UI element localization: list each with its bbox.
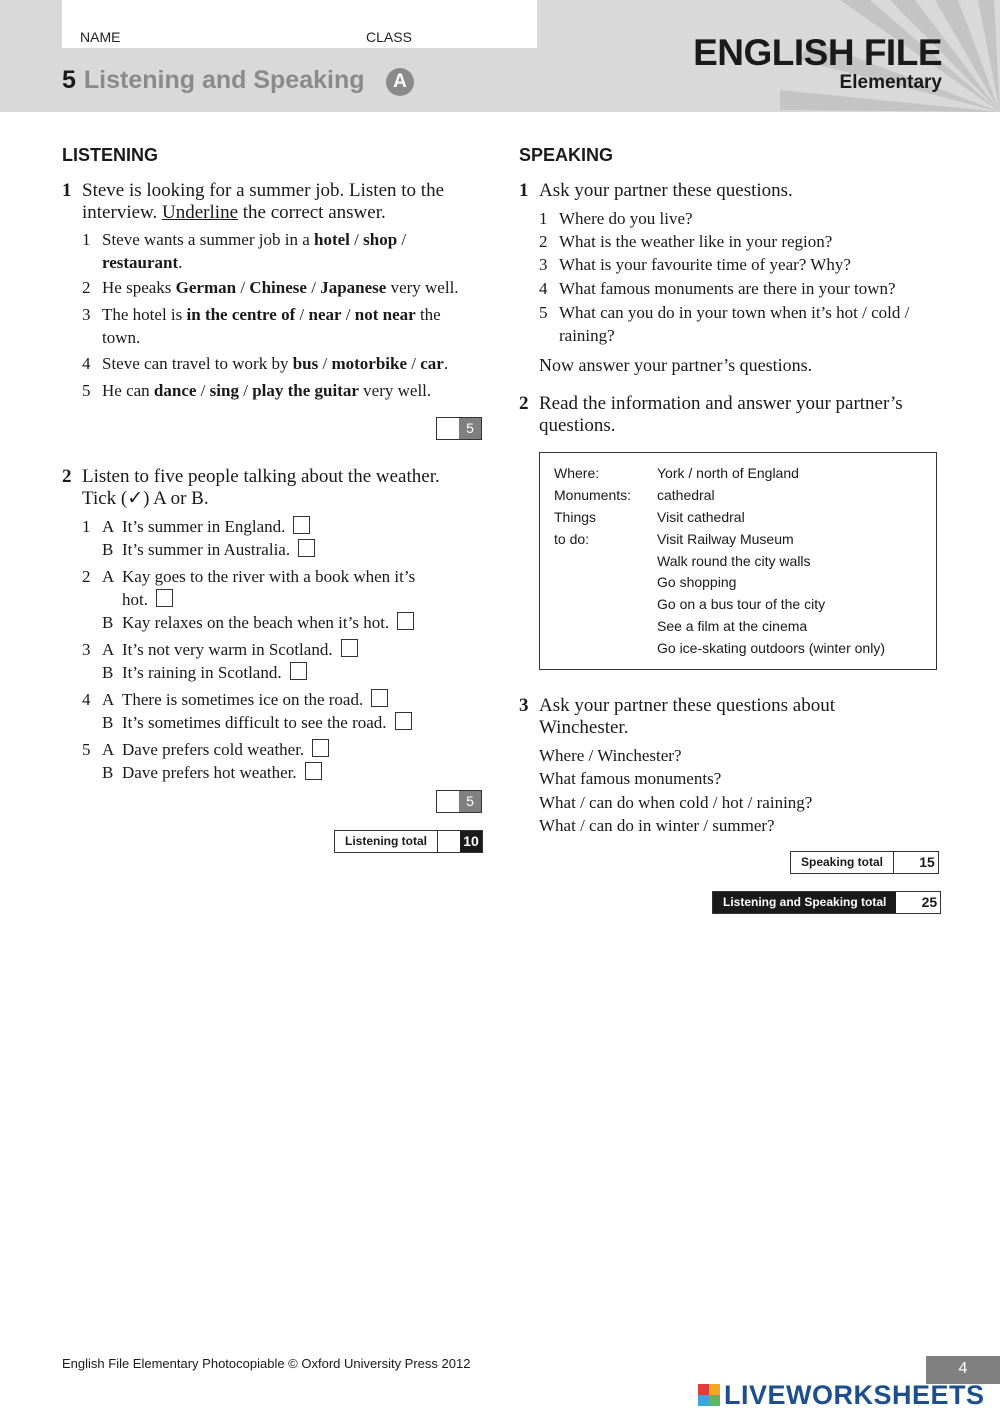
speaking-q2-number: 2	[519, 393, 529, 414]
item-number: 1	[82, 517, 91, 536]
speaking-q3-prompts	[539, 744, 812, 837]
sep: /	[407, 354, 421, 373]
item-number: 5	[82, 381, 91, 400]
option-a-text: Dave prefers cold weather.	[122, 740, 305, 759]
listening-total-input[interactable]	[438, 831, 460, 852]
letter-a: A	[102, 740, 115, 759]
letter-a: A	[102, 640, 115, 659]
item-post2: town.	[102, 328, 141, 347]
liveworksheets-icon	[698, 1384, 720, 1406]
item-number: 5	[539, 303, 548, 322]
unit-title	[62, 66, 365, 95]
item-pre: He can	[102, 381, 154, 400]
option-japanese[interactable]: Japanese	[320, 278, 387, 297]
speaking-q1-item-3	[539, 253, 959, 276]
brand-logo	[693, 34, 942, 94]
info-where-label: Where:	[554, 465, 600, 481]
sep: /	[349, 230, 364, 249]
letter-b: B	[102, 540, 114, 559]
version-badge: A	[386, 68, 414, 96]
speaking-total	[790, 851, 939, 874]
listening-q1-score	[436, 417, 482, 440]
listening-q2-item-5	[82, 738, 502, 784]
option-a	[122, 638, 358, 661]
item-text-1: What can you do in your town when it’s hot / cold /	[559, 303, 910, 322]
speaking-total-label: Speaking total	[791, 852, 894, 873]
page-number: 4	[926, 1356, 1000, 1384]
score-input[interactable]	[437, 791, 459, 812]
info-things-label: Things to do:	[554, 509, 597, 547]
brand-level: Elementary	[839, 72, 942, 93]
class-label: CLASS	[366, 29, 412, 45]
item-number: 3	[82, 640, 91, 659]
item-number: 1	[539, 209, 548, 228]
speaking-q1-text: Ask your partner these questions.	[539, 180, 793, 201]
option-b-text: It’s raining in Scotland.	[122, 663, 282, 682]
item-text-2: raining?	[559, 326, 615, 345]
option-b	[122, 761, 322, 784]
listening-q2-item-3	[82, 638, 502, 684]
item-text	[102, 303, 441, 349]
sep: /	[306, 278, 321, 297]
speaking-q1-item-5	[539, 301, 959, 347]
item-post: .	[443, 354, 449, 373]
sep: /	[295, 305, 309, 324]
speaking-q3-number: 3	[519, 695, 529, 716]
info-thing: Go ice-skating outdoors (winter only)	[657, 640, 885, 656]
tick-box-1b[interactable]	[298, 539, 315, 557]
instr-post: the correct answer.	[238, 202, 386, 223]
score-max: 5	[459, 418, 481, 439]
prompt: What / can do in winter / summer?	[539, 815, 775, 835]
brand-name: ENGLISH FILE	[693, 32, 942, 73]
sep: /	[196, 381, 210, 400]
sep: /	[341, 305, 355, 324]
listening-total-max: 10	[460, 831, 482, 852]
item-pre: Steve wants a summer job in a	[102, 230, 314, 249]
listening-q2-line1: Listen to five people talking about the weather.	[82, 466, 440, 487]
option-b	[122, 611, 414, 634]
listening-q2-score	[436, 790, 482, 813]
speaking-q3-instructions	[539, 695, 959, 739]
tick-box-3a[interactable]	[341, 639, 358, 657]
instr-pre: interview.	[82, 202, 163, 223]
footer-book: English File Elementary	[62, 1356, 199, 1371]
option-b	[122, 711, 412, 734]
listening-q2-instructions	[82, 466, 502, 510]
option-a-text-2: hot.	[122, 590, 148, 609]
option-b-text: It’s sometimes difficult to see the road.	[122, 713, 387, 732]
option-a	[122, 565, 415, 611]
item-post: the	[415, 305, 441, 324]
listening-q2-line2: Tick (✓) A or B.	[82, 488, 209, 509]
sep: /	[397, 230, 407, 249]
option-bus[interactable]: bus	[292, 354, 319, 373]
item-number: 5	[82, 740, 91, 759]
option-motorbike[interactable]: motorbike	[331, 354, 408, 373]
option-car[interactable]: car	[420, 354, 444, 373]
letter-a: A	[102, 517, 115, 536]
unit-number: 5	[62, 66, 76, 94]
speaking-q2-line2: questions.	[539, 415, 616, 436]
option-german[interactable]: German	[175, 278, 237, 297]
item-number: 4	[82, 354, 91, 373]
listening-q2-item-1	[82, 515, 502, 561]
score-input[interactable]	[437, 418, 459, 439]
speaking-q1-after: Now answer your partner’s questions.	[539, 355, 813, 375]
option-a-text: There is sometimes ice on the road.	[122, 690, 364, 709]
info-monuments-value: cathedral	[657, 487, 715, 503]
speaking-q1-item-2	[539, 230, 959, 253]
letter-a: A	[102, 690, 115, 709]
info-thing: Go shopping	[657, 574, 737, 590]
tick-box-4b[interactable]	[395, 712, 412, 730]
option-play-the-guitar[interactable]: play the guitar	[252, 381, 359, 400]
unit-title-text: Listening and Speaking	[83, 66, 365, 94]
option-a	[122, 515, 310, 538]
info-where-value: York / north of England	[657, 465, 799, 481]
option-in-the-centre-of[interactable]: in the centre of	[186, 305, 296, 324]
score-max: 5	[459, 791, 481, 812]
underline-word: Underline	[162, 202, 239, 223]
option-b-text: Kay relaxes on the beach when it’s hot.	[122, 613, 390, 632]
tick-box-1a[interactable]	[293, 516, 310, 534]
item-text	[102, 379, 431, 402]
listening-q2-number: 2	[62, 466, 72, 487]
option-a	[122, 738, 329, 761]
name-label: NAME	[80, 29, 121, 45]
listening-q1-instructions	[82, 180, 502, 224]
prompt: What famous monuments?	[539, 769, 722, 789]
option-restaurant[interactable]: restaurant	[102, 253, 179, 272]
tick-box-5a[interactable]	[312, 739, 329, 757]
grand-total-label: Listening and Speaking total	[713, 892, 896, 913]
option-near[interactable]: near	[308, 305, 342, 324]
info-thing: Walk round the city walls	[657, 553, 811, 569]
info-thing: Visit cathedral	[657, 509, 745, 525]
item-number: 3	[539, 255, 548, 274]
prompt: What / can do when cold / hot / raining?	[539, 792, 813, 812]
item-pre: The hotel is	[102, 305, 187, 324]
listening-total-label: Listening total	[335, 831, 438, 852]
grand-total	[712, 891, 941, 914]
speaking-heading: SPEAKING	[519, 145, 614, 165]
option-b-text: It’s summer in Australia.	[122, 540, 291, 559]
option-a-text: It’s summer in England.	[122, 517, 286, 536]
info-thing: Visit Railway Museum	[657, 531, 794, 547]
listening-q1-item-1	[82, 228, 502, 274]
option-hotel[interactable]: hotel	[314, 230, 350, 249]
listening-q1-item-4	[82, 352, 502, 375]
tick-box-5b[interactable]	[305, 762, 322, 780]
sep: /	[318, 354, 332, 373]
option-a-text: Kay goes to the river with a book when it’s	[122, 567, 416, 586]
listening-q2-item-2	[82, 565, 502, 634]
item-number: 2	[82, 278, 91, 297]
tick-box-2b[interactable]	[397, 612, 414, 630]
listening-total	[334, 830, 483, 853]
item-number: 1	[82, 230, 91, 249]
item-number: 2	[82, 567, 91, 586]
item-pre: Steve can travel to work by	[102, 354, 293, 373]
listening-q2-item-4	[82, 688, 502, 734]
speaking-q1-item-1	[539, 207, 959, 230]
item-text: What is the weather like in your region?	[559, 232, 833, 251]
option-b	[122, 661, 307, 684]
item-number: 4	[82, 690, 91, 709]
letter-a: A	[102, 567, 115, 586]
listening-heading: LISTENING	[62, 145, 159, 165]
letter-b: B	[102, 763, 114, 782]
info-box	[539, 452, 937, 670]
option-not-near[interactable]: not near	[354, 305, 416, 324]
letter-b: B	[102, 613, 114, 632]
listening-q1-number: 1	[62, 180, 72, 201]
item-text	[102, 276, 459, 299]
option-shop[interactable]: shop	[363, 230, 398, 249]
item-post: .	[178, 253, 183, 272]
item-post: very well.	[358, 381, 432, 400]
listening-q1-item-2	[82, 276, 502, 299]
prompt: Where / Winchester?	[539, 746, 682, 765]
listening-q1-item-5	[82, 379, 502, 402]
tick-box-4a[interactable]	[371, 689, 388, 707]
item-text: What is your favourite time of year? Why?	[559, 255, 851, 274]
info-thing: Go on a bus tour of the city	[657, 596, 826, 612]
item-text: What famous monuments are there in your town?	[559, 279, 896, 298]
footer	[62, 1356, 470, 1371]
item-number: 4	[539, 279, 548, 298]
tick-box-3b[interactable]	[290, 662, 307, 680]
grand-total-input[interactable]	[896, 892, 918, 913]
option-chinese[interactable]: Chinese	[249, 278, 307, 297]
letter-b: B	[102, 663, 114, 682]
item-number: 3	[82, 305, 91, 324]
liveworksheets-logo[interactable]	[698, 1380, 985, 1410]
speaking-q2-line1: Read the information and answer your partner’s	[539, 393, 903, 414]
option-b-text: Dave prefers hot weather.	[122, 763, 297, 782]
sep: /	[236, 278, 250, 297]
item-text	[102, 228, 406, 274]
speaking-q2-instructions	[539, 393, 959, 437]
info-thing: See a film at the cinema	[657, 618, 808, 634]
item-text	[559, 301, 909, 347]
listening-q1-item-3	[82, 303, 502, 349]
option-sing[interactable]: sing	[209, 381, 239, 400]
speaking-q1-item-4	[539, 277, 959, 300]
sep: /	[238, 381, 253, 400]
liveworksheets-text: LIVEWORKSHEETS	[724, 1379, 985, 1410]
item-text	[102, 352, 448, 375]
speaking-q3-line2: Winchester.	[539, 717, 629, 738]
speaking-total-max: 15	[916, 852, 938, 873]
listening-q1-line2	[82, 202, 502, 224]
option-dance[interactable]: dance	[153, 381, 197, 400]
item-number: 2	[539, 232, 548, 251]
footer-copyright: Photocopiable © Oxford University Press 2012	[198, 1356, 471, 1371]
speaking-q3-line1: Ask your partner these questions about	[539, 695, 836, 716]
tick-box-2a[interactable]	[156, 589, 173, 607]
item-text: Where do you live?	[559, 209, 693, 228]
option-b	[122, 538, 315, 561]
header-band	[0, 0, 1000, 112]
letter-b: B	[102, 713, 114, 732]
item-post: very well.	[386, 278, 459, 297]
name-class-box	[62, 0, 537, 48]
option-a	[122, 688, 388, 711]
item-pre: He speaks	[102, 278, 176, 297]
speaking-q1-number: 1	[519, 180, 529, 201]
grand-total-max: 25	[918, 892, 940, 913]
listening-q1-line1: Steve is looking for a summer job. Listen to the	[82, 180, 445, 201]
speaking-total-input[interactable]	[894, 852, 916, 873]
option-a-text: It’s not very warm in Scotland.	[122, 640, 333, 659]
info-monuments-label: Monuments:	[554, 487, 632, 503]
